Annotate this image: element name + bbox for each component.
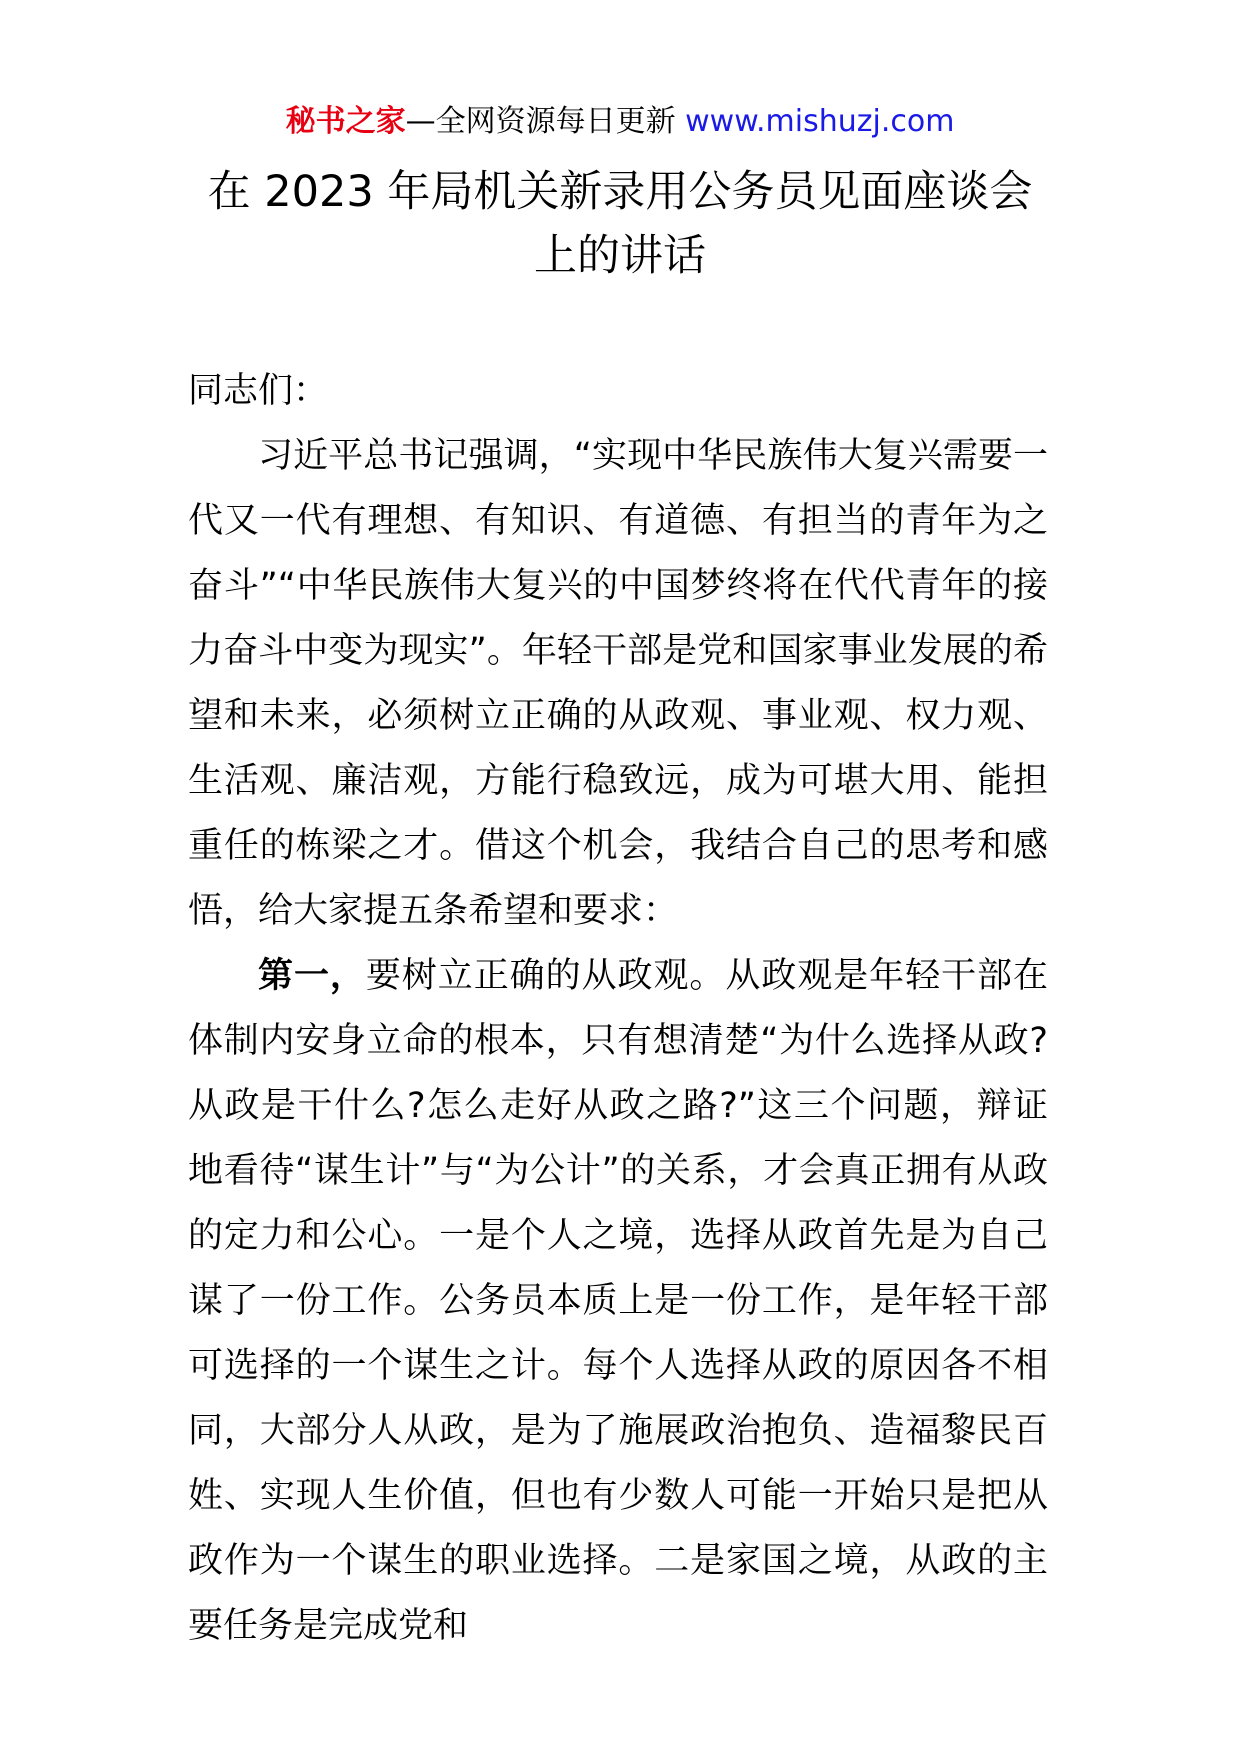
- site-url-link[interactable]: www.mishuzj.com: [685, 104, 955, 139]
- document-title-line-2: 上的讲话: [534, 231, 706, 281]
- header-tagline: —全网资源每日更新: [405, 104, 686, 139]
- paragraph-1: 习近平总书记强调，“实现中华民族伟大复兴需要一代又一代有理想、有知识、有道德、有担当的青年为之奋斗”“中华民族伟大复兴的中国梦终将在代代青年的接力奋斗中变为现实”。年轻干部是党和国家事业发展的希望和未来，必须树立正确的从政观、事业观、权力观、生活观、廉洁观，方能行稳致远，成为可堪大用、能担重任的栋梁之才。借这个机会，我结合自己的思考和感悟，给大家提五条希望和要求：: [188, 436, 1048, 931]
- paragraph-2-body: 要树立正确的从政观。从政观是年轻干部在体制内安身立命的根本，只有想清楚“为什么选择从政?从政是干什么?怎么走好从政之路?”这三个问题，辩证地看待“谋生计”与“为公计”的关系，才会真正拥有从政的定力和公心。一是个人之境，选择从政首先是为自己谋了一份工作。公务员本质上是一份工作，是年轻干部可选择的一个谋生之计。每个人选择从政的原因各不相同，大部分人从政，是为了施展政治抱负、造福黎民百姓、实现人生价值，但也有少数人可能一开始只是把从政作为一个谋生的职业选择。二是家国之境，从政的主要任务是完成党和: [188, 956, 1048, 1646]
- paragraph-2: [188, 944, 1048, 1659]
- salutation: 同志们：: [188, 371, 329, 411]
- document-title-line-1: 在 2023 年局机关新录用公务员见面座谈会: [207, 167, 1033, 217]
- paragraph-2-lead: 第一，: [258, 956, 366, 996]
- document-title: [150, 160, 1090, 288]
- site-header: [0, 100, 1240, 144]
- document-body: [188, 359, 1048, 1659]
- brand-name: 秘书之家: [285, 104, 406, 139]
